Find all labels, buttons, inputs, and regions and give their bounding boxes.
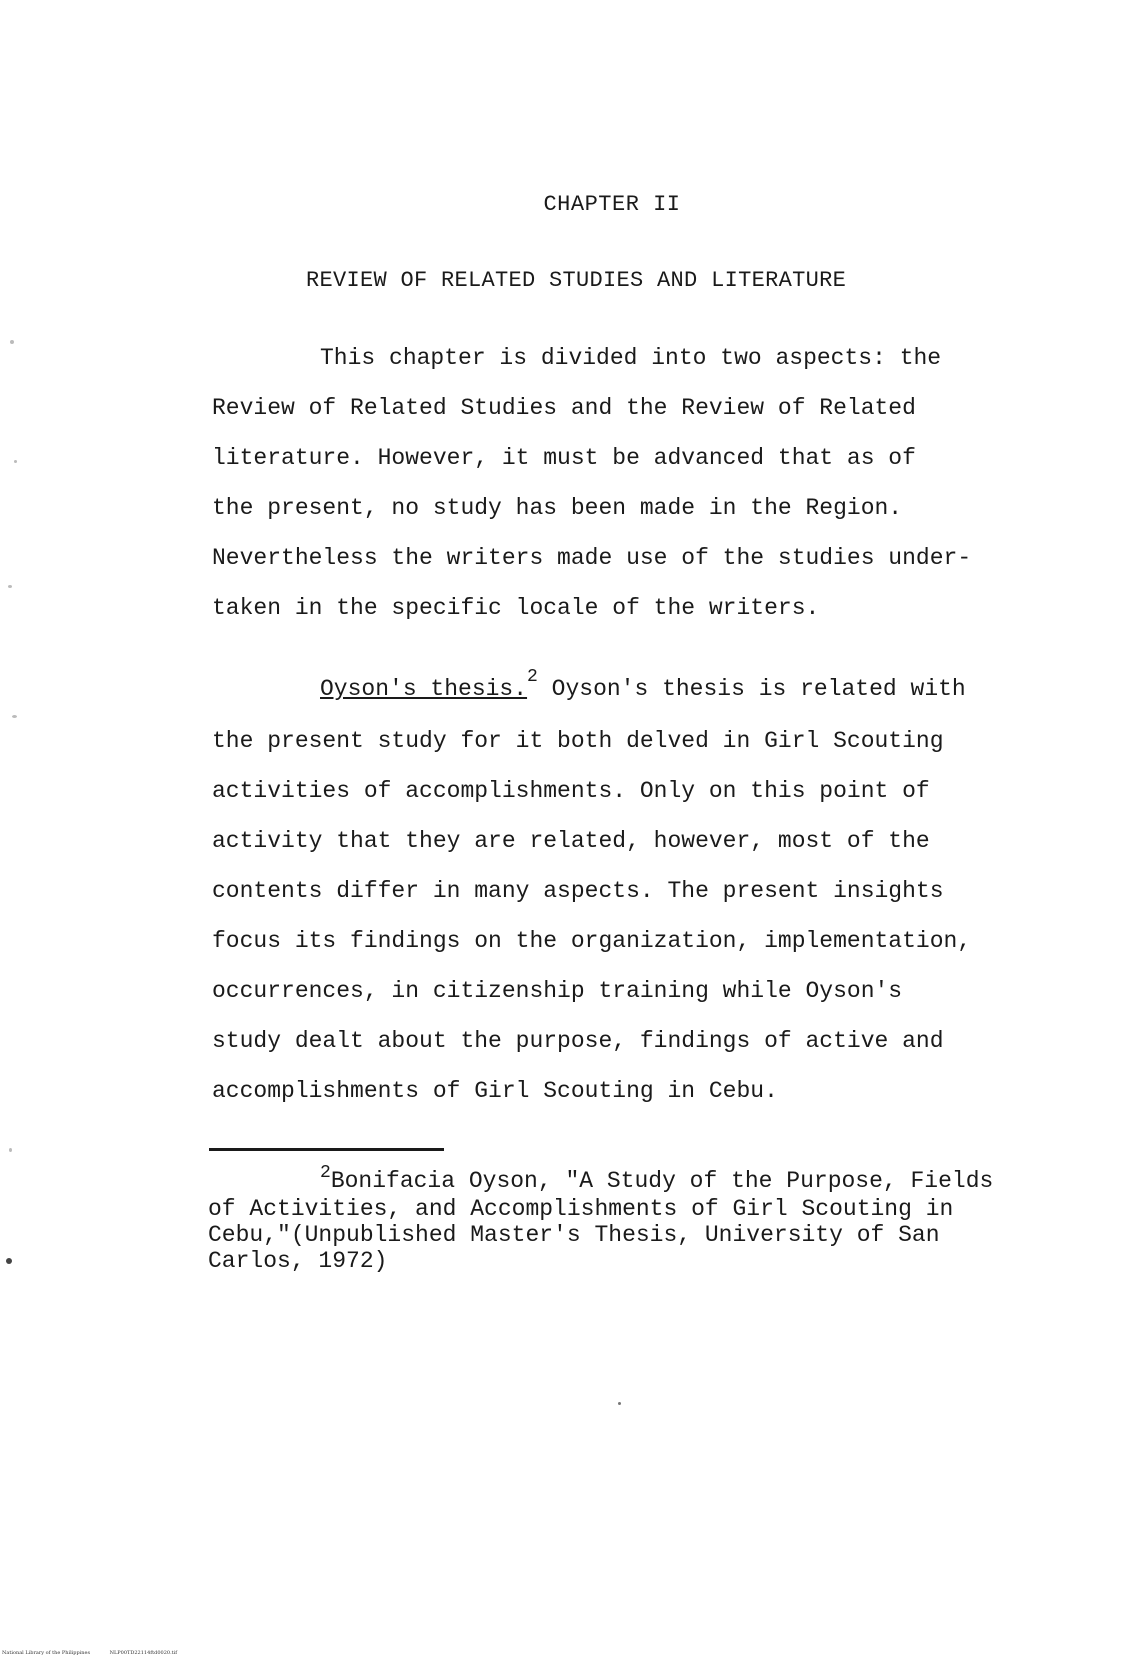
file-name: NLP00TD22114ftd0020.tif: [109, 1650, 178, 1656]
footnote: [208, 1163, 1108, 1274]
paragraph-line: contents differ in many aspects. The present insights: [212, 878, 944, 904]
scan-speck: [618, 1402, 621, 1405]
footnote-divider: [209, 1148, 444, 1151]
footnote-marker: 2: [320, 1163, 331, 1183]
paragraph-intro: [212, 333, 1092, 633]
scan-caption: [2, 1650, 195, 1656]
footnote-line: [208, 1163, 1108, 1196]
scan-speck: [8, 585, 12, 588]
paragraph-line: This chapter is divided into two aspects: the: [320, 345, 942, 371]
scan-speck: [14, 460, 17, 463]
paragraph-line: activity that they are related, however, most of the: [212, 828, 930, 854]
paragraph-line: study dealt about the purpose, findings of active and: [212, 1028, 944, 1054]
subheading-oyson-thesis: Oyson's thesis.: [320, 676, 528, 702]
paragraph-line-rest: Oyson's thesis is related with: [537, 676, 966, 702]
paragraph-line: Nevertheless the writers made use of the studies under-: [212, 545, 972, 571]
paragraph-line: the present study for it both delved in Girl Scouting: [212, 728, 944, 754]
scan-speck: [9, 1148, 12, 1152]
section-title: REVIEW OF RELATED STUDIES AND LITERATURE: [306, 268, 847, 293]
paragraph-line: literature. However, it must be advanced that as of: [212, 445, 916, 471]
paragraph-line: activities of accomplishments. Only on this point of: [212, 778, 930, 804]
paragraph-oyson: [212, 664, 1092, 1116]
footnote-text: Bonifacia Oyson, "A Study of the Purpose, Fields: [330, 1168, 994, 1194]
scan-speck: [10, 340, 14, 344]
library-name: National Library of the Philippines: [2, 1650, 91, 1656]
chapter-heading: CHAPTER II: [543, 192, 681, 217]
scan-speck: [6, 1258, 12, 1264]
paragraph-line: Review of Related Studies and the Review of Related: [212, 395, 916, 421]
paragraph-line: accomplishments of Girl Scouting in Cebu.: [212, 1078, 778, 1104]
paragraph-line: focus its findings on the organization, implementation,: [212, 928, 972, 954]
paragraph-line: taken in the specific locale of the writers.: [212, 595, 820, 621]
paragraph-line: occurrences, in citizenship training while Oyson's: [212, 978, 903, 1004]
footnote-line: Carlos, 1972): [208, 1248, 388, 1274]
scan-speck: [12, 715, 17, 718]
footnote-line: Cebu,"(Unpublished Master's Thesis, University of San: [208, 1222, 940, 1248]
footnote-line: of Activities, and Accomplishments of Girl Scouting in: [208, 1196, 954, 1222]
paragraph-line: the present, no study has been made in the Region.: [212, 495, 903, 521]
paragraph-first-line: [212, 664, 1092, 716]
footnote-reference: 2: [527, 667, 538, 687]
